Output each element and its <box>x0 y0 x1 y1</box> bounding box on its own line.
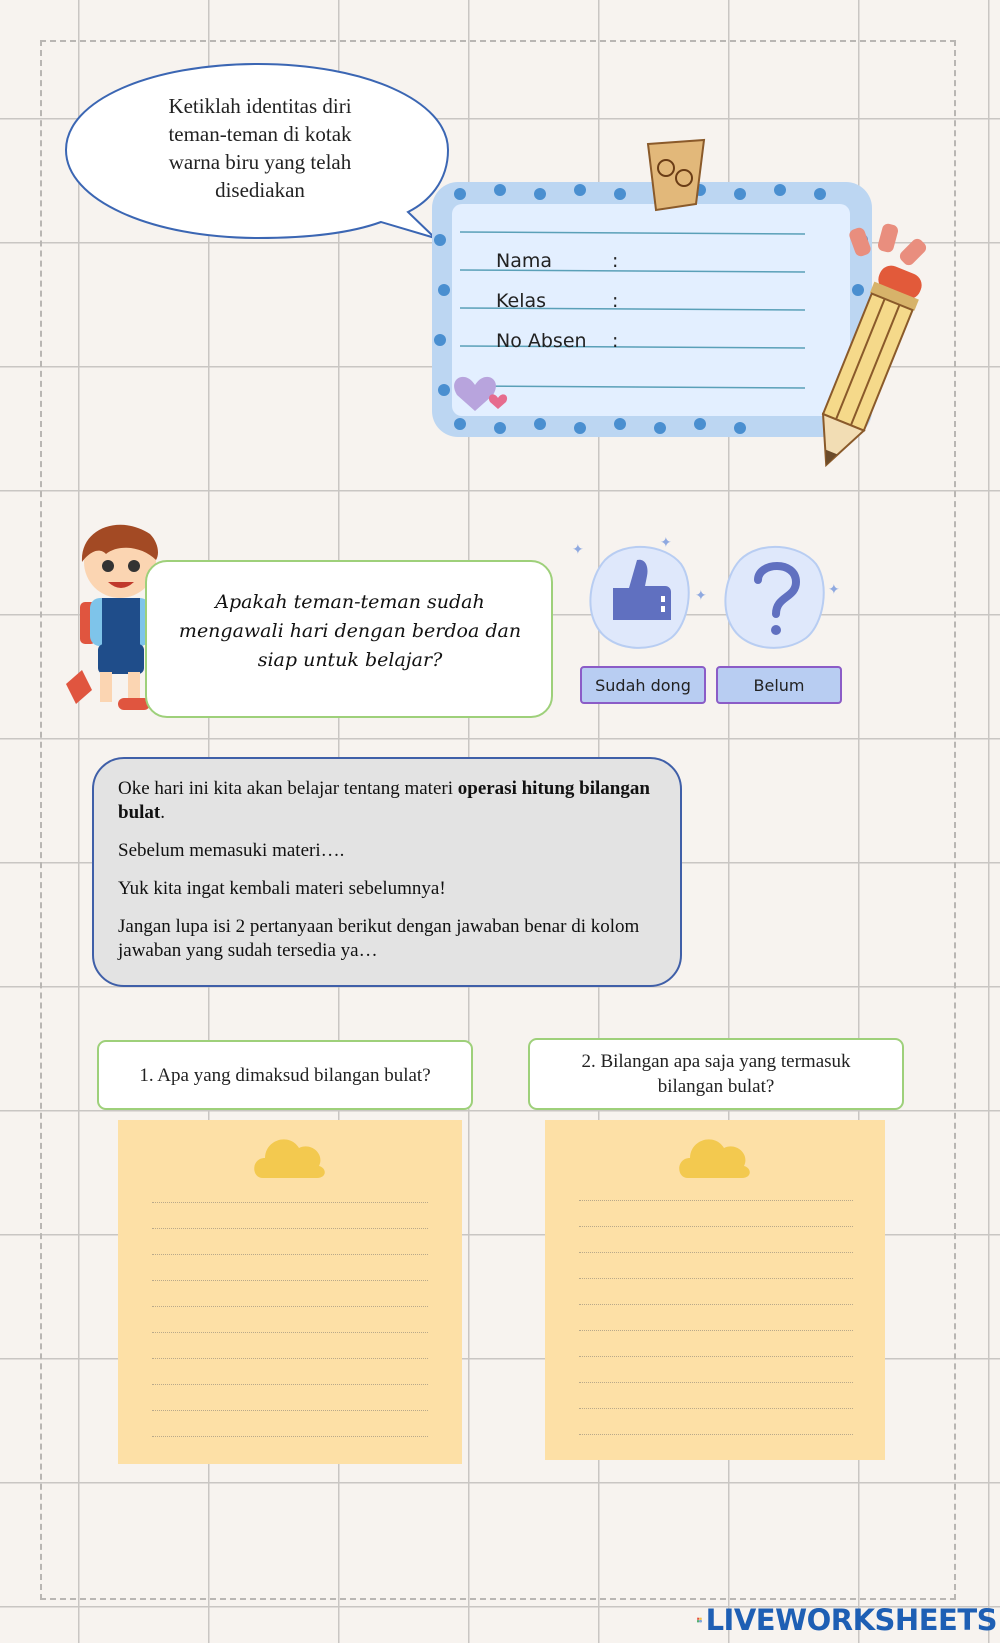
greeting-text <box>150 588 550 675</box>
field-label-nama: Nama <box>496 250 553 272</box>
answer-box-2 <box>545 1120 885 1460</box>
answer-2-input[interactable] <box>575 1195 859 1449</box>
question-1-text: 1. Apa yang dimaksud bilangan bulat? <box>139 1064 431 1086</box>
info-bold-topic: operasi hitung bilangan bulat <box>118 778 650 823</box>
question-2-line: bilangan bulat? <box>657 1076 775 1097</box>
answer-box-1 <box>118 1120 462 1464</box>
sparkle-icon: ✦ <box>572 543 584 558</box>
info-text: Oke hari ini kita akan belajar tentang materi <box>118 778 458 799</box>
logo-letter: V <box>697 1621 699 1623</box>
pin-clip-icon <box>640 138 712 216</box>
belum-button[interactable]: Belum <box>716 666 842 704</box>
speech-line: teman-teman di kotak <box>168 122 352 146</box>
field-colon: : <box>612 330 619 352</box>
speech-bubble-text <box>145 92 375 204</box>
sparkle-icon: ✦ <box>660 536 672 551</box>
info-paragraph <box>118 777 656 825</box>
liveworksheets-logo <box>697 1602 997 1638</box>
liveworksheets-logo-icon <box>697 1608 702 1632</box>
cloud-icon <box>253 1132 327 1180</box>
speech-line: disediakan <box>215 178 305 202</box>
greeting-line: siap untuk belajar? <box>257 649 443 671</box>
pencil-icon <box>780 220 940 480</box>
cloud-icon <box>678 1132 752 1180</box>
info-text: . <box>160 802 165 823</box>
field-colon: : <box>612 290 619 312</box>
speech-line: warna biru yang telah <box>168 150 352 174</box>
greeting-line: Apakah teman-teman sudah <box>215 591 485 613</box>
question-mark-icon <box>720 540 830 658</box>
thumbs-up-icon <box>585 540 695 658</box>
question-2-line: 2. Bilangan apa saja yang termasuk <box>581 1051 851 1072</box>
answer-1-input[interactable] <box>148 1195 432 1449</box>
logo-letter: L <box>697 1619 699 1621</box>
logo-letter: I <box>700 1619 701 1621</box>
question-1-box <box>97 1040 473 1110</box>
field-label-kelas: Kelas <box>496 290 547 312</box>
greeting-line: mengawali hari dengan berdoa dan <box>178 620 522 642</box>
field-colon: : <box>612 250 619 272</box>
info-paragraph: Sebelum memasuki materi…. <box>118 840 345 861</box>
sparkle-icon: ✦ <box>828 583 840 598</box>
speech-line: Ketiklah identitas diri <box>168 94 352 118</box>
sparkle-icon: ✦ <box>695 589 707 604</box>
field-label-no-absen: No Absen <box>496 330 587 352</box>
info-paragraph: Jangan lupa isi 2 pertanyaan berikut dengan jawaban benar di kolom jawaban yang sudah tersedia ya… <box>118 916 640 961</box>
sudah-dong-button[interactable]: Sudah dong <box>580 666 706 704</box>
logo-letter: E <box>700 1621 702 1623</box>
brand-name: LIVEWORKSHEETS <box>705 1603 997 1637</box>
question-2-box <box>528 1038 904 1110</box>
info-paragraph: Yuk kita ingat kembali materi sebelumnya! <box>118 878 446 899</box>
info-box <box>92 757 682 987</box>
